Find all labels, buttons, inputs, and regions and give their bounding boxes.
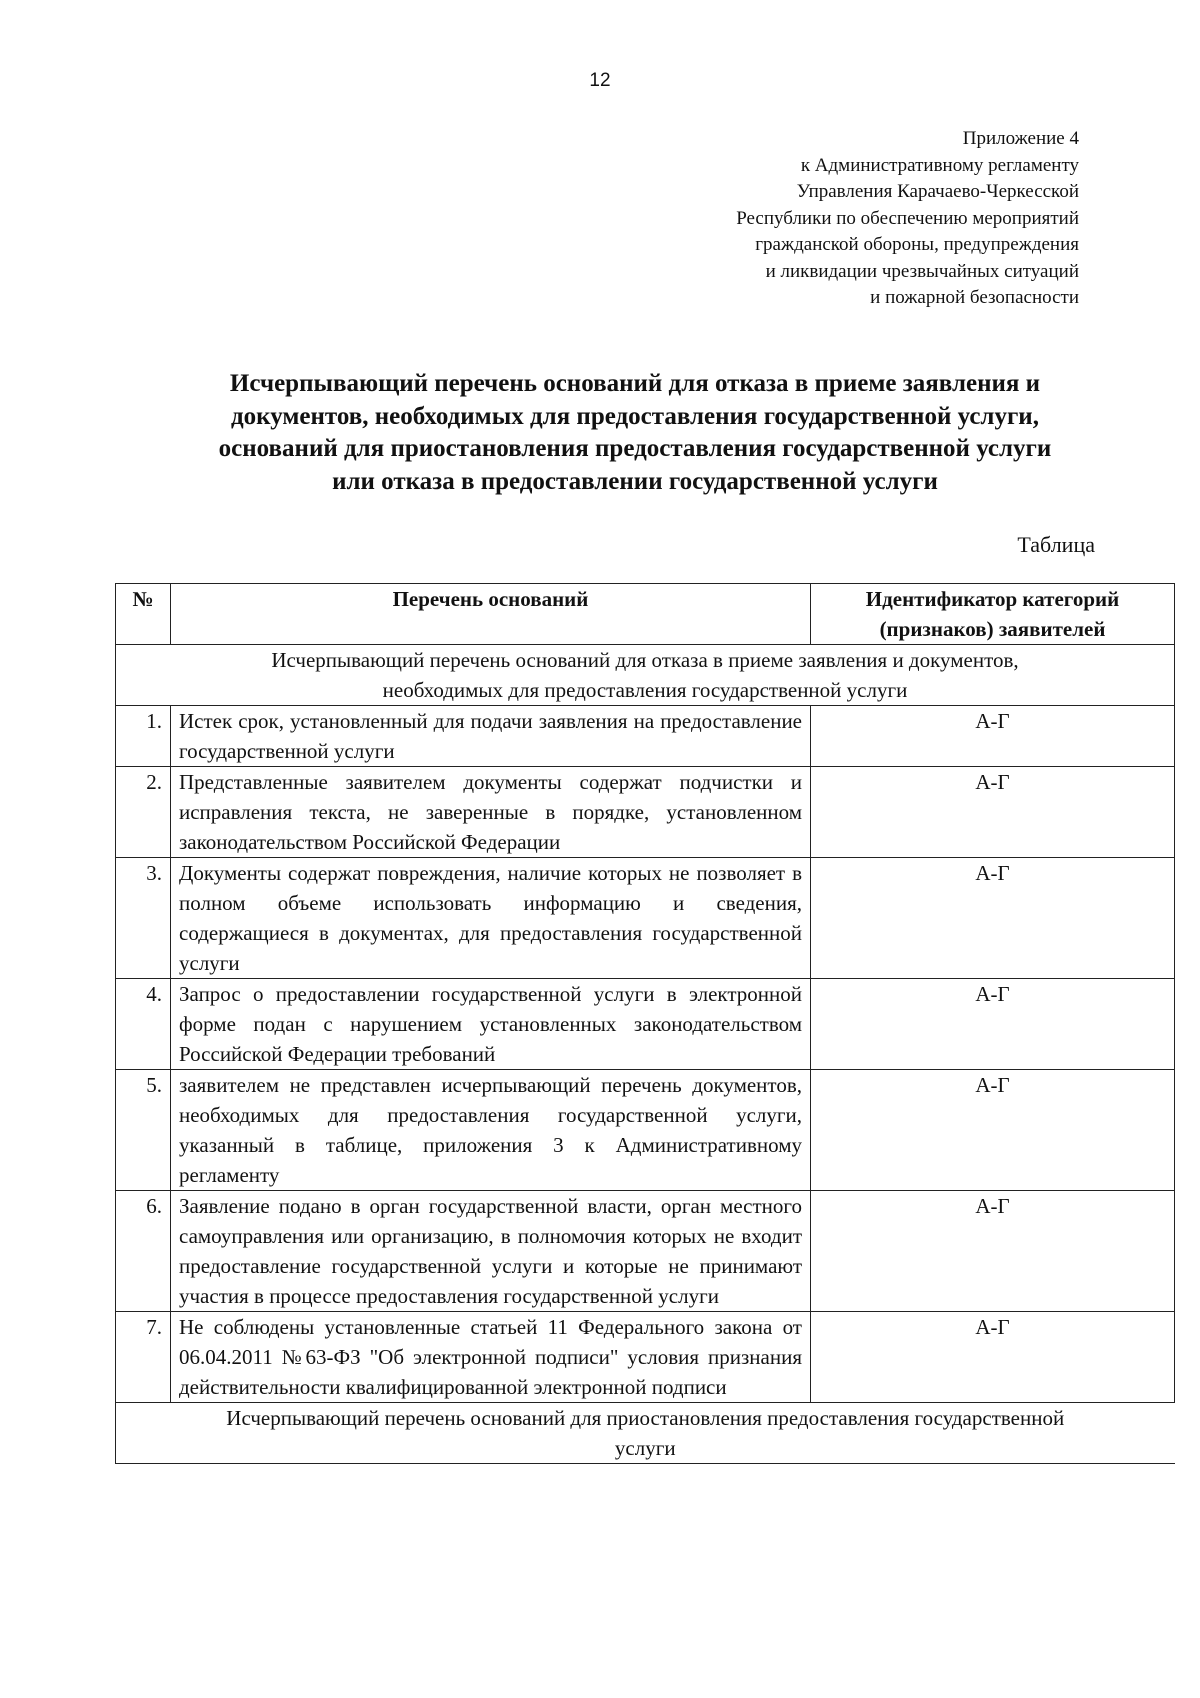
section-heading bbox=[116, 645, 1175, 706]
row-number: 4. bbox=[116, 979, 171, 1070]
table-row bbox=[116, 1312, 1175, 1403]
header-number: № bbox=[116, 584, 171, 645]
row-number: 1. bbox=[116, 706, 171, 767]
title-line: или отказа в предоставлении государственной услуги bbox=[332, 467, 938, 495]
appendix-line: Управления Карачаево-Черкесской bbox=[796, 181, 1079, 202]
row-reason: Истек срок, установленный для подачи заявления на предоставление государственной услуги bbox=[171, 706, 811, 767]
appendix-line: Приложение 4 bbox=[962, 128, 1079, 149]
title-line: документов, необходимых для предоставления государственной услуги, bbox=[231, 402, 1039, 430]
appendix-line: Республики по обеспечению мероприятий bbox=[736, 207, 1079, 229]
header-reasons: Перечень оснований bbox=[171, 584, 811, 645]
section-row-suspension bbox=[116, 1403, 1175, 1464]
section-row-refusal bbox=[116, 645, 1175, 706]
document-title bbox=[110, 368, 1160, 498]
appendix-line: гражданской обороны, предупреждения bbox=[755, 234, 1079, 255]
table-row bbox=[116, 979, 1175, 1070]
appendix-line: и ликвидации чрезвычайных ситуаций bbox=[765, 260, 1079, 282]
row-reason: заявителем не представлен исчерпывающий перечень документов, необходимых для предоставления государственной услуги, указанный в таблице, приложения 3 к Административному регламенту bbox=[171, 1070, 811, 1191]
row-number: 6. bbox=[116, 1191, 171, 1312]
row-identifier: А-Г bbox=[811, 1191, 1175, 1312]
table-header-row bbox=[116, 584, 1175, 645]
row-identifier: А-Г bbox=[811, 1312, 1175, 1403]
appendix-line: и пожарной безопасности bbox=[870, 287, 1079, 308]
row-identifier: А-Г bbox=[811, 979, 1175, 1070]
table-row bbox=[116, 767, 1175, 858]
title-line: оснований для приостановления предоставления государственной услуги bbox=[218, 435, 1052, 462]
row-number: 2. bbox=[116, 767, 171, 858]
section-heading-line2: необходимых для предоставления государственной услуги bbox=[382, 678, 908, 702]
header-identifier-line2: (признаков) заявителей bbox=[879, 617, 1106, 641]
section-heading-line1: Исчерпывающий перечень оснований для приостановления предоставления государственной bbox=[226, 1406, 1065, 1430]
row-identifier: А-Г bbox=[811, 858, 1175, 979]
appendix-line: к Административному регламенту bbox=[800, 154, 1079, 176]
row-reason: Документы содержат повреждения, наличие которых не позволяет в полном объеме использовать информацию и сведения, содержащиеся в документах, для предоставления государственной услуги bbox=[171, 858, 811, 979]
row-reason: Не соблюдены установленные статьей 11 Федерального закона от 06.04.2011 №63-ФЗ "Об электронной подписи" условия признания действительности квалифицированной электронной подписи bbox=[171, 1312, 811, 1403]
table-row bbox=[116, 858, 1175, 979]
row-number: 7. bbox=[116, 1312, 171, 1403]
section-heading-line2: услуги bbox=[614, 1436, 676, 1460]
row-reason: Представленные заявителем документы содержат подчистки и исправления текста, не заверенные в порядке, установленном законодательством Российской Федерации bbox=[171, 767, 811, 858]
row-identifier: А-Г bbox=[811, 1070, 1175, 1191]
section-heading-line1: Исчерпывающий перечень оснований для отказа в приеме заявления и документов, bbox=[271, 648, 1019, 672]
table-row bbox=[116, 1070, 1175, 1191]
table-row bbox=[116, 1191, 1175, 1312]
row-reason: Запрос о предоставлении государственной услуги в электронной форме подан с нарушением установленных законодательством Российской Федерации требований bbox=[171, 979, 811, 1070]
header-identifier bbox=[811, 584, 1175, 645]
appendix-note bbox=[619, 126, 1079, 312]
row-number: 3. bbox=[116, 858, 171, 979]
row-identifier: А-Г bbox=[811, 706, 1175, 767]
row-reason: Заявление подано в орган государственной власти, орган местного самоуправления или организацию, в полномочия которых не входит предоставление государственной услуги и которые не принимают участия в процессе предоставления государственной услуги bbox=[171, 1191, 811, 1312]
row-identifier: А-Г bbox=[811, 767, 1175, 858]
page-number: 12 bbox=[589, 70, 611, 91]
table-caption: Таблица bbox=[1017, 532, 1095, 557]
table-row bbox=[116, 706, 1175, 767]
section-heading bbox=[116, 1403, 1175, 1464]
reasons-table bbox=[115, 583, 1175, 1464]
header-identifier-line1: Идентификатор категорий bbox=[865, 587, 1120, 611]
row-number: 5. bbox=[116, 1070, 171, 1191]
title-line: Исчерпывающий перечень оснований для отказа в приеме заявления и bbox=[229, 370, 1041, 397]
